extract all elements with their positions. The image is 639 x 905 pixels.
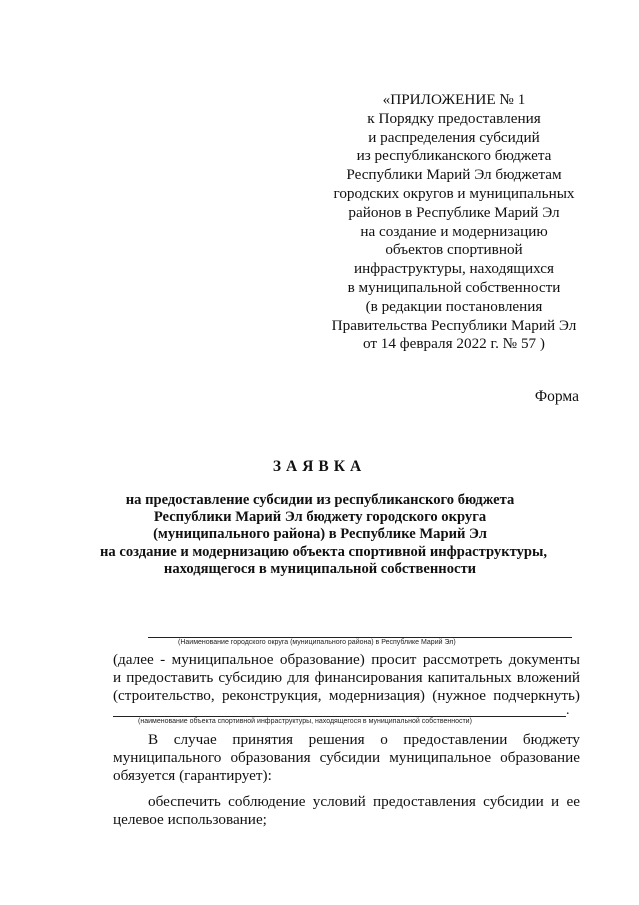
paragraph-line: муниципального образования субсидии муниципальное образование [113,749,580,766]
appendix-line: Республики Марий Эл бюджетам [346,166,562,184]
subtitle-line: Республики Марий Эл бюджету городского округа [153,509,487,526]
appendix-line: на создание и модернизацию [360,222,548,240]
form-label: Форма [534,388,579,405]
appendix-line: районов в Республике Марий Эл [348,203,560,221]
subtitle-line: на создание и модернизацию объекта спортивной инфраструктуры, [100,543,548,560]
document-subtitle [100,492,548,578]
paragraph-line: обеспечить соблюдение условий предоставления субсидии и ее [148,793,580,810]
subtitle-line: находящегося в муниципальной собственности [163,560,477,577]
paragraph-line: обязуется (гарантирует): [113,767,272,784]
paragraph-line: (строительство, реконструкция, модернизация) (нужное подчеркнуть) [113,687,580,704]
appendix-line: и распределения субсидий [368,128,540,146]
paragraph-line: (далее - муниципальное образование) просит рассмотреть документы [113,651,580,668]
paragraph-line: В случае принятия решения о предоставлении бюджету [148,731,580,748]
facility-name-line [113,716,566,717]
appendix-line: объектов спортивной [385,241,523,259]
subtitle-line: на предоставление субсидии из республиканского бюджета [125,492,515,508]
facility-name-caption: (наименование объекта спортивной инфраструктуры, находящегося в муниципальной собственности) [138,718,472,725]
appendix-line: Правительства Республики Марий Эл [331,316,577,334]
line-end-period: . [566,703,570,718]
document-title: ЗАЯВКА [272,458,367,475]
subtitle-line: (муниципального района) в Республике Марий Эл [153,526,487,543]
appendix-line: (в редакции постановления [365,297,543,315]
appendix-line: городских округов и муниципальных [333,184,575,202]
paragraph-line: целевое использование; [113,811,267,828]
appendix-header [328,91,580,354]
appendix-line: инфраструктуры, находящихся [353,260,555,278]
appendix-line: из республиканского бюджета [356,147,552,165]
appendix-line: «ПРИЛОЖЕНИЕ № 1 [382,91,526,108]
appendix-line: к Порядку предоставления [367,109,541,127]
appendix-line: в муниципальной собственности [347,278,561,296]
paragraph-line: и предоставить субсидию для финансирования капитальных вложений [113,669,580,686]
appendix-line: от 14 февраля 2022 г. № 57 ) [362,335,545,353]
municipality-name-caption: (Наименование городского округа (муниципального района) в Республике Марий Эл) [178,639,456,646]
municipality-name-line [148,637,572,638]
